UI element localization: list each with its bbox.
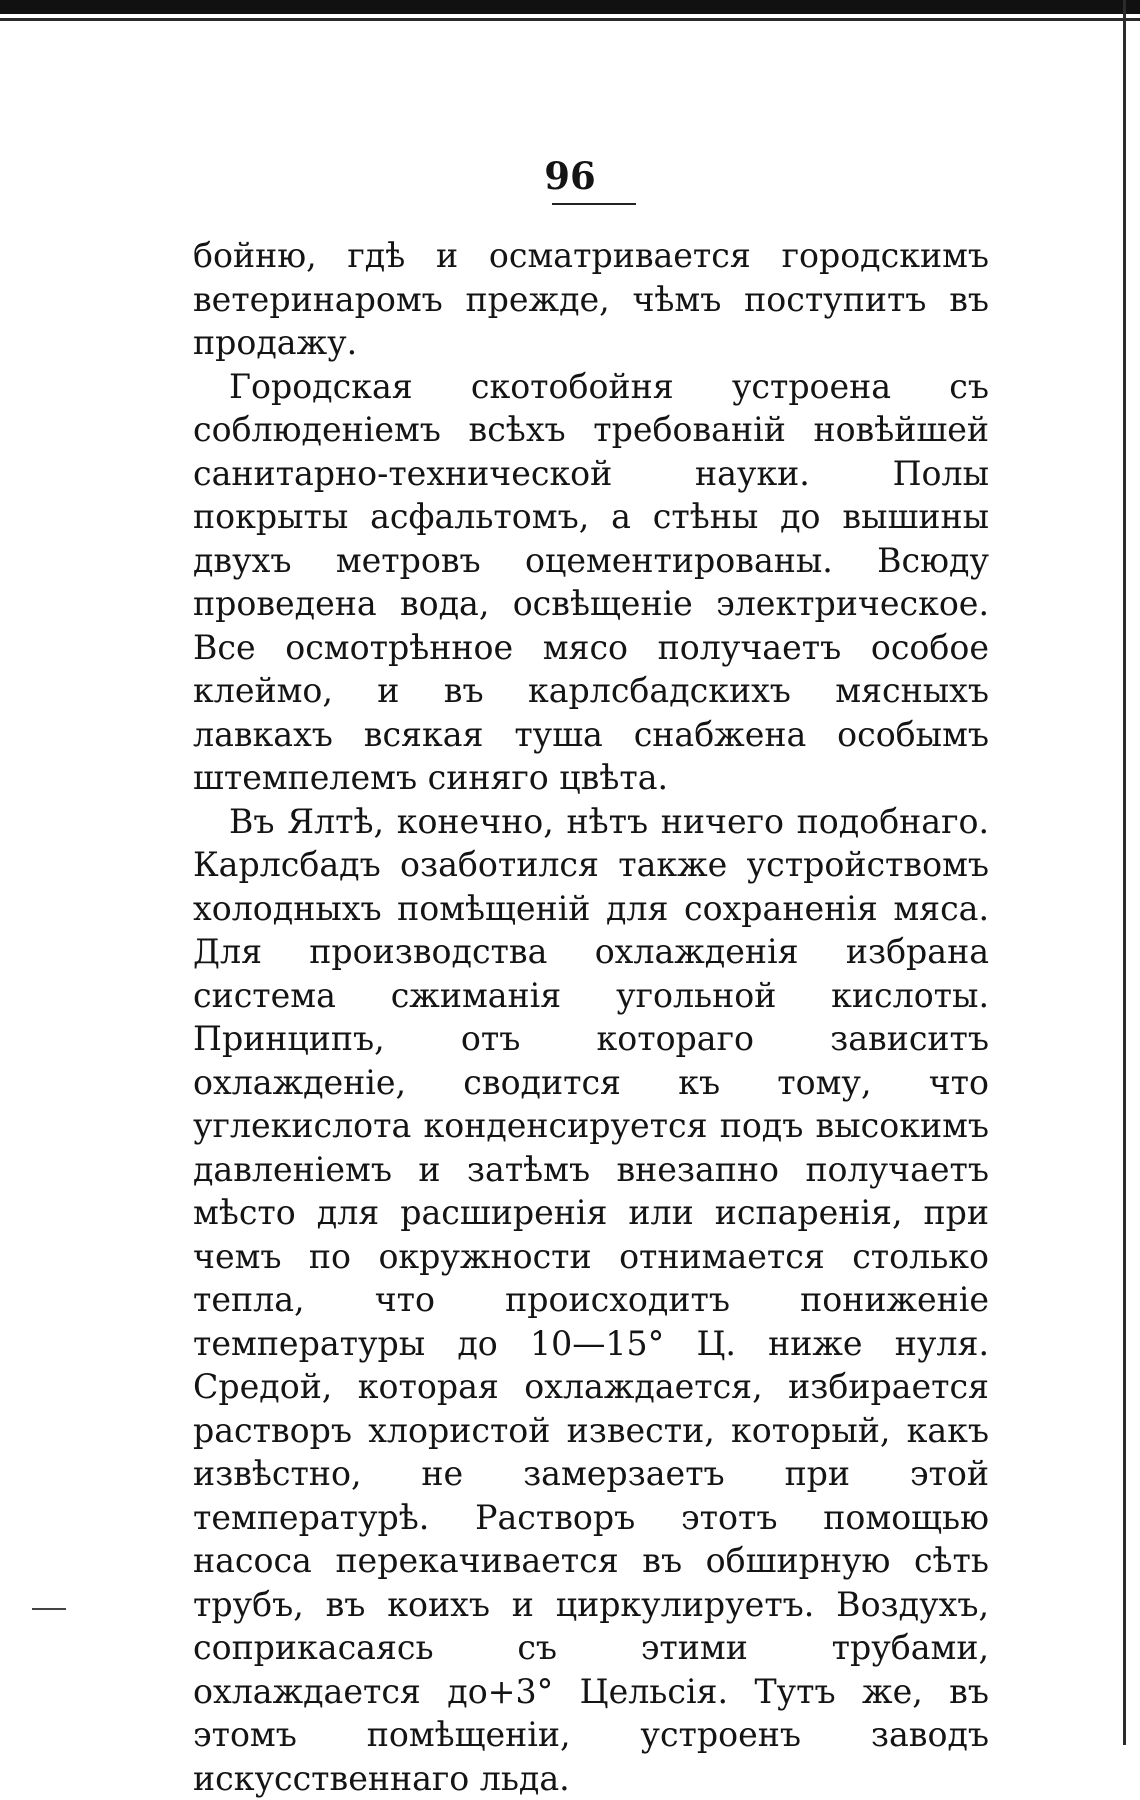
page-body-text [193,234,989,1800]
top-border-rule [0,0,1140,14]
paragraph-continuation: бойню, гдѣ и осматривается городскимъ ветеринаромъ прежде, чѣмъ поступитъ въ продажу. [193,234,989,365]
page-number: 96 [0,158,1140,195]
page-number-underline [552,203,636,205]
top-border-thin-rule [0,18,1140,21]
paragraph-slaughterhouse: Городская скотобойня устроена съ соблюденіемъ всѣхъ требованій новѣйшей санитарно-технической науки. Полы покрыты асфальтомъ, а стѣны до вышины двухъ метровъ оцементированы. Всюду проведена вода, освѣщеніе электрическое. Все осмотрѣнное мясо получаетъ особое клеймо, и въ карлсбадскихъ мясныхъ лавкахъ всякая туша снабжена особымъ штемпелемъ синяго цвѣта. [193,365,989,800]
right-page-edge [1123,0,1126,1745]
margin-dash-mark [32,1608,66,1610]
paragraph-cold-storage: Въ Ялтѣ, конечно, нѣтъ ничего подобнаго. Карлсбадъ озаботился также устройствомъ холодныхъ помѣщеній для сохраненія мяса. Для производства охлажденія избрана система сжиманія угольной кислоты. Принципъ, отъ котораго зависитъ охлажденіе, сводится къ тому, что углекислота конденсируется подъ высокимъ давленіемъ и затѣмъ внезапно получаетъ мѣсто для расширенія или испаренія, при чемъ по окружности отнимается столько тепла, что происходитъ пониженіе температуры до 10—15° Ц. ниже нуля. Средой, которая охлаждается, избирается растворъ хлористой извести, который, какъ извѣстно, не замерзаетъ при этой температурѣ. Растворъ этотъ помощью насоса перекачивается въ обширную сѣть трубъ, въ коихъ и циркулируетъ. Воздухъ, соприкасаясь съ этими трубами, охлаждается до+3° Цельсія. Тутъ же, въ этомъ помѣщеніи, устроенъ заводъ искусственнаго льда. [193,800,989,1800]
